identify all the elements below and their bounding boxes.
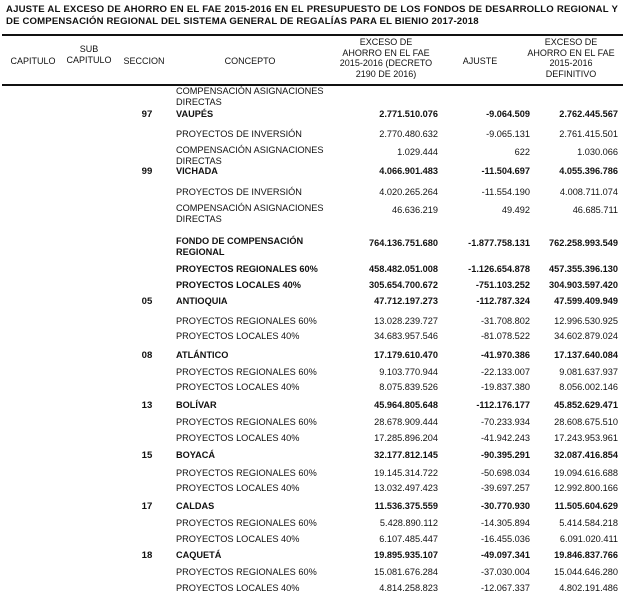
document-title: AJUSTE AL EXCESO DE AHORRO EN EL FAE 2015-2016 EN EL PRESUPUESTO DE LOS FONDOS DE DESARROLLO REGIONAL Y DE COMPENSACIÓN REGIONAL DEL SISTEMA GENERAL DE REGALÍAS PARA EL BIENIO 2017-2018 xyxy=(6,4,618,27)
row-ajuste: -9.064.509 xyxy=(486,109,530,119)
row-exceso-fae: 11.536.375.559 xyxy=(374,501,438,511)
row-exceso-definitivo: 12.996.530.925 xyxy=(554,316,618,326)
row-exceso-fae: 13.032.497.423 xyxy=(374,483,438,493)
row-concepto: PROYECTOS REGIONALES 60% xyxy=(176,518,317,528)
row-exceso-definitivo: 6.091.020.411 xyxy=(559,534,618,544)
row-exceso-fae: 4.020.265.264 xyxy=(379,187,438,197)
row-exceso-definitivo: 304.903.597.420 xyxy=(549,280,618,290)
row-exceso-fae: 32.177.812.145 xyxy=(374,450,438,460)
row-concepto: PROYECTOS REGIONALES 60% xyxy=(176,316,317,326)
row-exceso-fae: 19.895.935.107 xyxy=(374,550,438,560)
row-exceso-fae: 9.103.770.944 xyxy=(379,367,438,377)
row-concepto: PROYECTOS REGIONALES 60% xyxy=(176,417,317,427)
row-seccion: 08 xyxy=(141,350,153,361)
row-concepto: PROYECTOS REGIONALES 60% xyxy=(176,264,318,274)
header-seccion: SECCION xyxy=(123,56,165,66)
row-ajuste: -41.942.243 xyxy=(480,433,530,443)
row-exceso-definitivo: 9.081.637.937 xyxy=(559,367,618,377)
row-exceso-fae: 305.654.700.672 xyxy=(369,280,438,290)
row-exceso-definitivo: 2.761.415.501 xyxy=(559,129,618,139)
row-exceso-fae: 46.636.219 xyxy=(392,205,438,215)
row-exceso-definitivo: 2.762.445.567 xyxy=(559,109,618,119)
row-concepto: PROYECTOS LOCALES 40% xyxy=(176,331,300,341)
row-ajuste: -22.133.007 xyxy=(480,367,530,377)
row-exceso-fae: 15.081.676.284 xyxy=(374,567,438,577)
row-ajuste: -11.554.190 xyxy=(481,187,530,197)
row-exceso-fae: 34.683.957.546 xyxy=(374,331,438,341)
row-exceso-definitivo: 4.008.711.074 xyxy=(559,187,618,197)
row-concepto: COMPENSACIÓN ASIGNACIONES DIRECTAS xyxy=(176,86,324,107)
row-exceso-fae: 458.482.051.008 xyxy=(369,264,438,274)
row-exceso-definitivo: 45.852.629.471 xyxy=(554,400,618,410)
row-ajuste: -37.030.004 xyxy=(480,567,530,577)
row-exceso-fae: 4.066.901.483 xyxy=(379,166,438,176)
row-concepto: PROYECTOS LOCALES 40% xyxy=(176,280,301,290)
row-exceso-definitivo: 19.846.837.766 xyxy=(554,550,618,560)
row-concepto: COMPENSACIÓN ASIGNACIONES DIRECTAS xyxy=(176,145,324,166)
row-exceso-fae: 2.771.510.076 xyxy=(379,109,438,119)
row-ajuste: -751.103.252 xyxy=(475,280,530,290)
row-exceso-definitivo: 46.685.711 xyxy=(572,205,618,215)
row-concepto: PROYECTOS LOCALES 40% xyxy=(176,433,300,443)
header-concepto: CONCEPTO xyxy=(224,56,276,66)
row-ajuste: -19.837.380 xyxy=(480,382,530,392)
row-ajuste: -41.970.386 xyxy=(480,350,530,360)
row-exceso-definitivo: 15.044.646.280 xyxy=(554,567,618,577)
row-exceso-fae: 8.075.839.526 xyxy=(379,382,438,392)
row-concepto: PROYECTOS LOCALES 40% xyxy=(176,583,300,593)
row-ajuste: -81.078.522 xyxy=(480,331,530,341)
header-exceso-definitivo: EXCESO DE AHORRO EN EL FAE 2015-2016 DEFINITIVO xyxy=(527,37,615,79)
header-top-rule xyxy=(2,34,623,36)
row-ajuste: -1.877.758.131 xyxy=(468,238,530,248)
row-exceso-definitivo: 17.137.640.084 xyxy=(554,350,618,360)
row-seccion: 99 xyxy=(141,166,153,177)
row-seccion: 13 xyxy=(141,400,153,411)
row-ajuste: -12.067.337 xyxy=(480,583,530,593)
row-seccion: 97 xyxy=(141,109,153,120)
row-ajuste: -50.698.034 xyxy=(480,468,530,478)
row-exceso-definitivo: 762.258.993.549 xyxy=(549,238,618,248)
row-seccion: 05 xyxy=(141,296,153,307)
row-exceso-fae: 2.770.480.632 xyxy=(379,129,438,139)
row-exceso-fae: 6.107.485.447 xyxy=(379,534,438,544)
row-exceso-definitivo: 11.505.604.629 xyxy=(554,501,618,511)
row-concepto: PROYECTOS DE INVERSIÓN xyxy=(176,187,302,197)
row-ajuste: -112.787.324 xyxy=(476,296,530,306)
row-ajuste: 49.492 xyxy=(501,205,530,215)
row-ajuste: -31.708.802 xyxy=(480,316,530,326)
row-exceso-definitivo: 32.087.416.854 xyxy=(554,450,618,460)
row-ajuste: 622 xyxy=(514,147,530,157)
row-exceso-definitivo: 1.030.066 xyxy=(577,147,618,157)
row-ajuste: -90.395.291 xyxy=(480,450,530,460)
row-exceso-fae: 28.678.909.444 xyxy=(374,417,438,427)
row-exceso-definitivo: 17.243.953.961 xyxy=(554,433,618,443)
row-ajuste: -16.455.036 xyxy=(480,534,530,544)
row-concepto: PROYECTOS LOCALES 40% xyxy=(176,382,300,392)
header-exceso-fae: EXCESO DE AHORRO EN EL FAE 2015-2016 (DECRETO 2190 DE 2016) xyxy=(339,37,433,79)
row-exceso-definitivo: 4.055.396.786 xyxy=(559,166,618,176)
row-concepto: BOLÍVAR xyxy=(176,400,217,410)
row-exceso-definitivo: 28.608.675.510 xyxy=(554,417,618,427)
row-exceso-fae: 4.814.258.823 xyxy=(379,583,438,593)
row-concepto: ATLÁNTICO xyxy=(176,350,229,360)
row-ajuste: -30.770.930 xyxy=(480,501,530,511)
row-concepto: PROYECTOS DE INVERSIÓN xyxy=(176,129,302,139)
row-concepto: BOYACÁ xyxy=(176,450,215,460)
row-exceso-fae: 17.285.896.204 xyxy=(374,433,438,443)
row-ajuste: -112.176.177 xyxy=(476,400,530,410)
row-ajuste: -11.504.697 xyxy=(481,166,530,176)
row-exceso-definitivo: 12.992.800.166 xyxy=(554,483,618,493)
row-exceso-fae: 5.428.890.112 xyxy=(379,518,438,528)
row-seccion: 18 xyxy=(141,550,153,561)
row-concepto: VAUPÉS xyxy=(176,109,214,119)
row-exceso-definitivo: 34.602.879.024 xyxy=(554,331,618,341)
row-ajuste: -39.697.257 xyxy=(480,483,530,493)
row-exceso-fae: 17.179.610.470 xyxy=(374,350,438,360)
header-ajuste: AJUSTE xyxy=(462,56,498,66)
row-exceso-definitivo: 19.094.616.688 xyxy=(554,468,618,478)
row-seccion: 17 xyxy=(141,501,153,512)
header-capitulo: CAPITULO xyxy=(10,56,56,66)
row-exceso-fae: 1.029.444 xyxy=(397,147,438,157)
row-concepto: PROYECTOS REGIONALES 60% xyxy=(176,567,317,577)
row-ajuste: -9.065.131 xyxy=(486,129,530,139)
row-exceso-definitivo: 5.414.584.218 xyxy=(559,518,618,528)
row-exceso-definitivo: 8.056.002.146 xyxy=(559,382,618,392)
row-exceso-definitivo: 47.599.409.949 xyxy=(554,296,618,306)
row-exceso-definitivo: 4.802.191.486 xyxy=(559,583,618,593)
row-exceso-definitivo: 457.355.396.130 xyxy=(549,264,618,274)
row-concepto: FONDO DE COMPENSACIÓN REGIONAL xyxy=(176,236,304,257)
row-seccion: 15 xyxy=(141,450,153,461)
header-subcapitulo: SUB CAPITULO xyxy=(66,44,112,65)
row-exceso-fae: 47.712.197.273 xyxy=(374,296,438,306)
row-concepto: ANTIOQUIA xyxy=(176,296,228,306)
row-exceso-fae: 45.964.805.648 xyxy=(374,400,438,410)
row-concepto: CAQUETÁ xyxy=(176,550,222,560)
row-concepto: PROYECTOS REGIONALES 60% xyxy=(176,468,317,478)
row-concepto: PROYECTOS REGIONALES 60% xyxy=(176,367,317,377)
row-concepto: PROYECTOS LOCALES 40% xyxy=(176,483,300,493)
row-exceso-fae: 764.136.751.680 xyxy=(369,238,438,248)
row-exceso-fae: 13.028.239.727 xyxy=(374,316,438,326)
row-ajuste: -14.305.894 xyxy=(480,518,530,528)
row-concepto: VICHADA xyxy=(176,166,218,176)
row-concepto: CALDAS xyxy=(176,501,215,511)
row-concepto: PROYECTOS LOCALES 40% xyxy=(176,534,300,544)
row-ajuste: -70.233.934 xyxy=(480,417,530,427)
row-ajuste: -1.126.654.878 xyxy=(468,264,530,274)
row-concepto: COMPENSACIÓN ASIGNACIONES DIRECTAS xyxy=(176,203,324,224)
row-ajuste: -49.097.341 xyxy=(480,550,530,560)
row-exceso-fae: 19.145.314.722 xyxy=(374,468,438,478)
